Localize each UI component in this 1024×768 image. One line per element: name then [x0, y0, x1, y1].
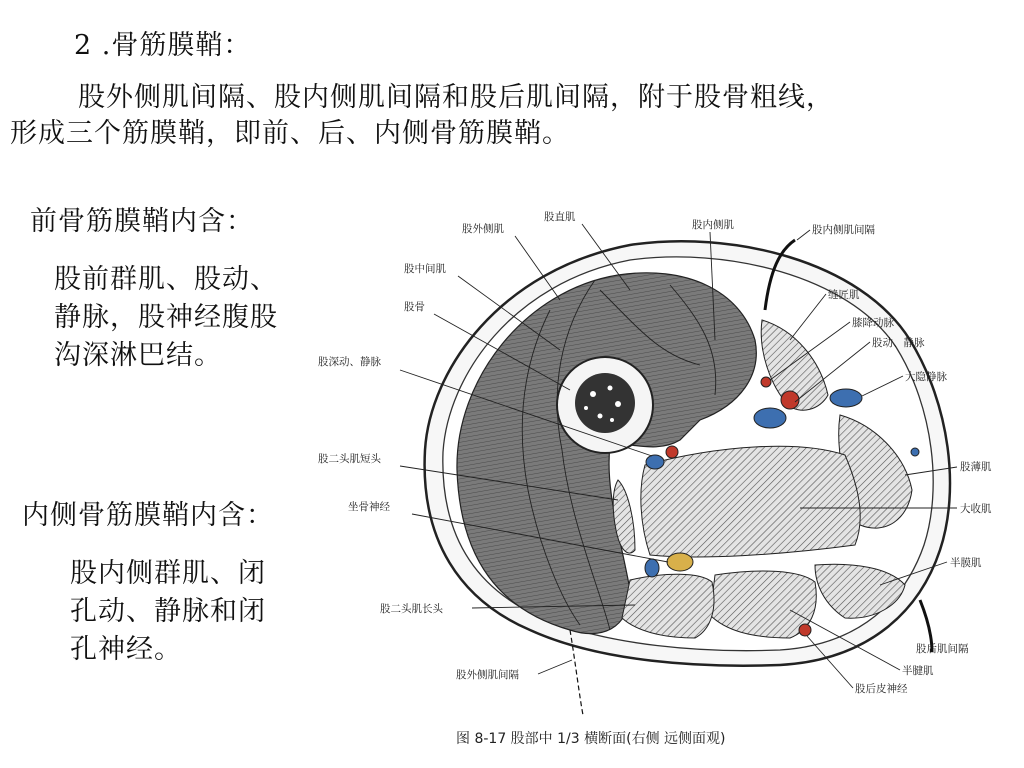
sciatic-nerve — [667, 553, 693, 571]
label-gracilis: 股薄肌 — [960, 461, 992, 473]
label-medial-septum: 股内侧肌间隔 — [812, 224, 875, 236]
label-femoral-vessels: 股动、静脉 — [872, 337, 925, 349]
medial-contents-line-1: 股内侧群肌、闭 — [70, 558, 266, 589]
descending-genicular-artery — [761, 377, 771, 387]
paragraph-line-1: 股外侧肌间隔、股内侧肌间隔和股后肌间隔，附于股骨粗线， — [78, 82, 834, 113]
label-vastus-medialis: 股内侧肌 — [692, 219, 734, 231]
label-semitendinosus: 半腱肌 — [902, 665, 934, 677]
great-saphenous-vein — [830, 389, 862, 407]
femoral-artery — [781, 391, 799, 409]
thigh-cross-section-figure — [300, 190, 1024, 768]
label-biceps-short-head: 股二头肌短头 — [318, 453, 381, 465]
section-heading: 2 .骨筋膜鞘： — [74, 30, 252, 61]
medial-contents-line-2: 孔动、静脉和闭 — [70, 596, 266, 627]
label-femur: 股骨 — [404, 301, 425, 313]
adductor-magnus-muscle — [641, 446, 860, 557]
label-vastus-lateralis: 股外侧肌 — [462, 223, 504, 235]
label-posterior-septum: 股后肌间隔 — [916, 643, 969, 655]
label-adductor-magnus: 大收肌 — [960, 503, 992, 515]
label-biceps-long-head: 股二头肌长头 — [380, 603, 443, 615]
label-rectus-femoris: 股直肌 — [544, 211, 576, 223]
medial-compartment-heading: 内侧骨筋膜鞘内含： — [22, 500, 274, 531]
label-great-saphenous: 大隐静脉 — [905, 371, 947, 383]
label-sartorius: 缝匠肌 — [828, 289, 860, 301]
label-vastus-intermedius: 股中间肌 — [404, 263, 446, 275]
label-semimembranosus: 半膜肌 — [950, 557, 982, 569]
figure-caption: 图 8-17 股部中 1/3 横断面(右侧 远侧面观) — [456, 731, 726, 747]
label-deep-femoral: 股深动、静脉 — [318, 356, 381, 368]
deep-femoral-artery — [666, 446, 678, 458]
medial-contents-line-3: 孔神经。 — [70, 634, 182, 665]
label-sciatic-nerve: 坐骨神经 — [348, 501, 390, 513]
femoral-vein — [754, 408, 786, 428]
anterior-contents-line-3: 沟深淋巴结。 — [54, 340, 222, 371]
deep-femoral-vein — [646, 455, 664, 469]
label-descending-genicular: 膝降动脉 — [852, 317, 894, 329]
paragraph-line-2: 形成三个筋膜鞘，即前、后、内侧骨筋膜鞘。 — [10, 118, 570, 149]
label-lateral-septum: 股外侧肌间隔 — [456, 669, 519, 681]
anterior-contents-line-2: 静脉，股神经腹股 — [54, 302, 278, 333]
anterior-compartment-heading: 前骨筋膜鞘内含： — [30, 206, 254, 237]
posterior-cutaneous-nerve — [799, 624, 811, 636]
label-posterior-cutaneous-nerve: 股后皮神经 — [855, 683, 908, 695]
anterior-contents-line-1: 股前群肌、股动、 — [54, 264, 278, 295]
